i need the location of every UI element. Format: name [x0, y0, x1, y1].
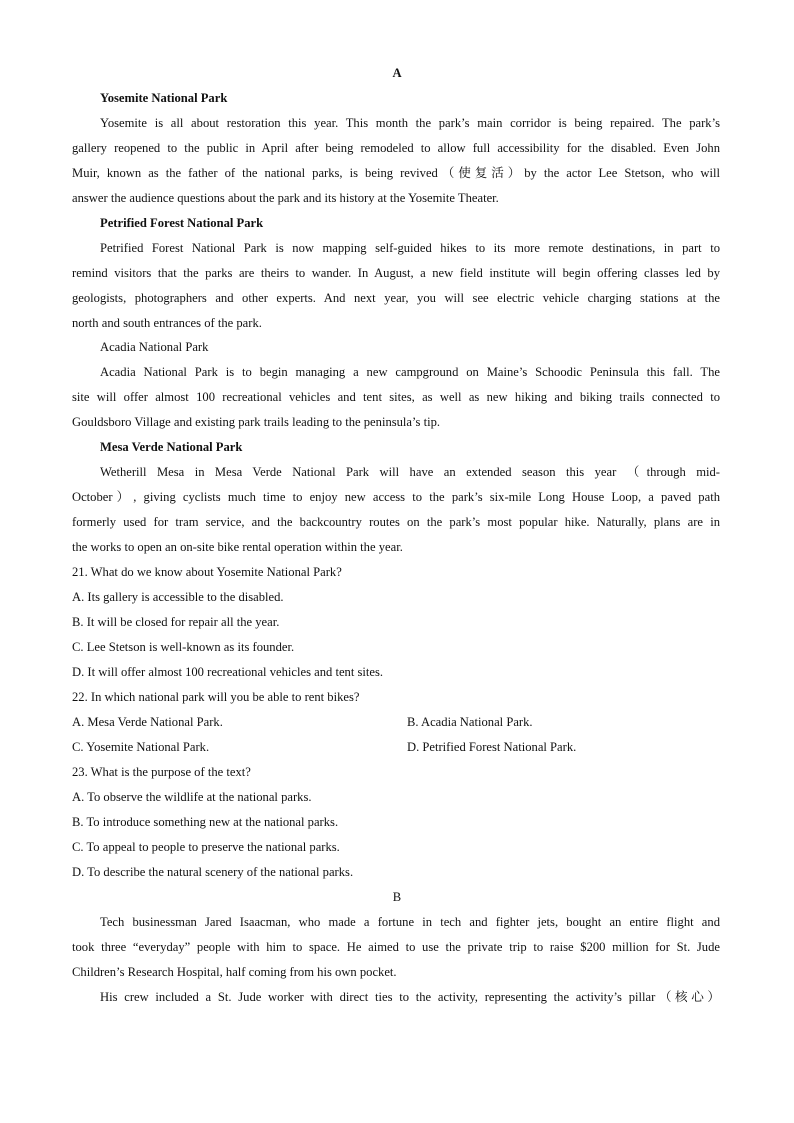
- paragraph-line: Gouldsboro Village and existing park trails leading to the peninsula’s tip.: [72, 415, 441, 429]
- question-22-option-a: A. Mesa Verde National Park.: [72, 715, 223, 729]
- question-21-option-c: C. Lee Stetson is well-known as its founder.: [72, 640, 295, 654]
- passage-a-heading: A: [392, 66, 402, 80]
- question-21-option-a: A. Its gallery is accessible to the disabled.: [72, 590, 284, 604]
- paragraph-line: site will offer almost 100 recreational vehicles and tent sites, as well as new hiking and biking trails connected to: [72, 390, 720, 404]
- acadia-title: Acadia National Park: [100, 340, 209, 354]
- petrified-title: Petrified Forest National Park: [100, 216, 264, 230]
- paragraph-line: took three “everyday” people with him to space. He aimed to use the private trip to raise $200 million for St. Jude: [72, 940, 720, 954]
- question-21-option-d: D. It will offer almost 100 recreational vehicles and tent sites.: [72, 665, 384, 679]
- paragraph-line: formerly used for tram service, and the backcountry routes on the park’s most popular hike. Naturally, plans are in: [72, 515, 720, 529]
- question-23-stem: 23. What is the purpose of the text?: [72, 765, 251, 779]
- paragraph-line: Petrified Forest National Park is now mapping self-guided hikes to its more remote destinations, in part to: [100, 241, 720, 255]
- paragraph-line: Children’s Research Hospital, half coming from his own pocket.: [72, 965, 397, 979]
- question-22-option-b: B. Acadia National Park.: [407, 715, 533, 729]
- question-23-option-d: D. To describe the natural scenery of the national parks.: [72, 865, 354, 879]
- question-22-option-d: D. Petrified Forest National Park.: [407, 740, 577, 754]
- yosemite-title: Yosemite National Park: [100, 91, 228, 105]
- paragraph-line: Acadia National Park is to begin managing a new campground on Maine’s Schoodic Peninsula this fall. The: [100, 365, 720, 379]
- paragraph-line: October）, giving cyclists much time to enjoy new access to the park’s six-mile Long House Loop, a paved path: [72, 490, 720, 504]
- paragraph-line: north and south entrances of the park.: [72, 316, 262, 330]
- paragraph-line: Tech businessman Jared Isaacman, who made a fortune in tech and fighter jets, bought an entire flight and: [100, 915, 720, 929]
- paragraph-line: Yosemite is all about restoration this year. This month the park’s main corridor is being repaired. The park’s: [100, 116, 720, 130]
- question-22-stem: 22. In which national park will you be able to rent bikes?: [72, 690, 360, 704]
- question-22-option-c: C. Yosemite National Park.: [72, 740, 210, 754]
- paragraph-line: geologists, photographers and other experts. And next year, you will see electric vehicle charging stations at the: [72, 291, 720, 305]
- paragraph-line: Muir, known as the father of the national parks, is being revived（使复活）by the actor Lee Stetson, who will: [72, 166, 720, 180]
- paragraph-line: gallery reopened to the public in April after being remodeled to allow full accessibility for the disabled. Even John: [72, 141, 720, 155]
- paragraph-line: answer the audience questions about the park and its history at the Yosemite Theater.: [72, 191, 499, 205]
- passage-b-heading: B: [392, 890, 402, 904]
- question-21-stem: 21. What do we know about Yosemite National Park?: [72, 565, 342, 579]
- paragraph-line: the works to open an on-site bike rental operation within the year.: [72, 540, 403, 554]
- paragraph-line: Wetherill Mesa in Mesa Verde National Park will have an extended season this year （through mid-: [100, 465, 720, 479]
- mesa-verde-title: Mesa Verde National Park: [100, 440, 243, 454]
- paragraph-line: His crew included a St. Jude worker with direct ties to the activity, representing the activity’s pillar（核心）: [100, 990, 720, 1004]
- paragraph-line: remind visitors that the parks are theirs to wander. In August, a new field institute will begin offering classes led by: [72, 266, 720, 280]
- question-23-option-b: B. To introduce something new at the national parks.: [72, 815, 339, 829]
- question-23-option-a: A. To observe the wildlife at the national parks.: [72, 790, 312, 804]
- question-23-option-c: C. To appeal to people to preserve the national parks.: [72, 840, 340, 854]
- question-21-option-b: B. It will be closed for repair all the year.: [72, 615, 280, 629]
